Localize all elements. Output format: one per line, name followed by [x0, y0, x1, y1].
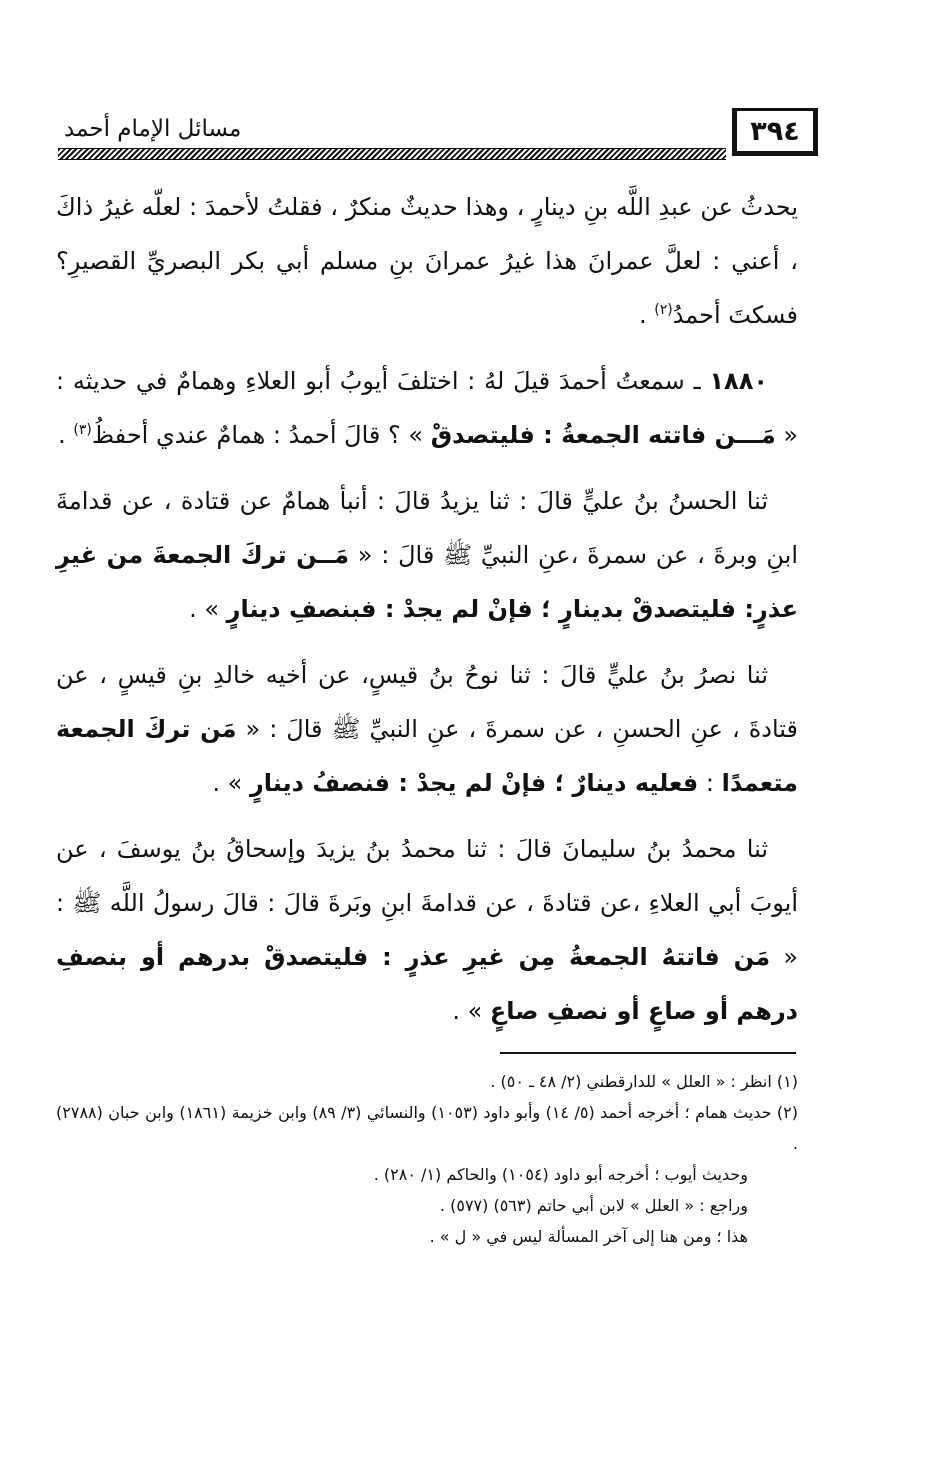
footnote-ref: (٢): [654, 302, 673, 318]
footnotes: [56, 1066, 798, 1252]
footnote-separator: [500, 1052, 796, 1054]
paragraph-text: ـ سمعتُ أحمدَ قيلَ لهُ : اختلفَ أيوبُ أبو العلاءِ وهمامٌ في حديثه : «: [56, 367, 798, 449]
paragraph: [56, 648, 798, 810]
paragraph-end: » .: [189, 595, 227, 623]
footnote: وحديث أيوب ؛ أخرجه أبو داود (١٠٥٤) والحاكم (١/ ٢٨٠) .: [373, 1165, 748, 1184]
running-title: مسائل الإمام أحمد: [64, 116, 242, 142]
paragraph-end: .: [638, 301, 655, 329]
footnote: (١) انظر : « العلل » للدارقطني (٢/ ٤٨ ـ ٥٠) .: [490, 1072, 798, 1091]
page-number: ٣٩٤: [732, 108, 818, 156]
paragraph-text: ثنا محمدُ بنُ سليمانَ قالَ : ثنا محمدُ بنُ يزيدَ وإسحاقُ بنُ يوسفَ ، عن أيوبَ أبي العلاءِ ،عن قتادةَ ، عن قدامةَ ابنِ وبَرةَ قالَ : قالَ رسولُ اللَّه ﷺ : «: [56, 835, 798, 971]
hadith-text: مَــن تركَ الجمعةَ من غيرِ عذرٍ: فليتصدقْ بدينارٍ ؛ فإنْ لم يجدْ : فبنصفِ دينارٍ: [56, 541, 798, 623]
hadith-text: مَـــن فاتته الجمعةُ : فليتصدقْ: [430, 421, 776, 449]
paragraph-text: :: [698, 769, 722, 797]
hadith-text: فعليه دينارٌ ؛ فإنْ لم يجدْ : فنصفُ دينارٍ: [249, 769, 699, 797]
issue-number: ١٨٨٠: [709, 367, 768, 395]
paragraph-text: ثنا نصرُ بنُ عليٍّ قالَ : ثنا نوحُ بنُ قيسٍ، عن أخيه خالدِ بنِ قيسٍ ، عن قتادةَ ، عنِ الحسنِ ، عن سمرةَ ، عنِ النبيِّ ﷺ قالَ : «: [56, 661, 798, 743]
paragraph-text: ثنا الحسنُ بنُ عليٍّ قالَ : ثنا يزيدُ قالَ : أنبأ همامٌ عن قتادة ، عن قدامةَ ابنِ وبرةَ ، عن سمرةَ ،عنِ النبيِّ ﷺ قالَ : «: [56, 487, 799, 569]
paragraph-end: » .: [452, 997, 490, 1025]
footnote: (٢) حديث همام ؛ أخرجه أحمد (٥/ ١٤) وأبو داود (١٠٥٣) والنسائي (٣/ ٨٩) وابن خزيمة (١٨٦١) وابن حبان (٢٧٨٨) .: [56, 1103, 799, 1153]
paragraph: [56, 474, 798, 636]
hadith-text: مَن فاتتهُ الجمعةُ مِن غيرِ عذرٍ : فليتصدقْ بدرهم أو بنصفِ درهم أو صاعٍ أو نصفِ صاعٍ: [56, 943, 798, 1025]
paragraph: [56, 822, 798, 1038]
footnote: وراجع : « العلل » لابن أبي حاتم (٥٦٣) (٥٧٧) .: [439, 1196, 748, 1215]
footnote: هذا ؛ ومن هنا إلى آخر المسألة ليس في « ل » .: [429, 1227, 748, 1246]
main-text: [56, 180, 798, 1050]
paragraph-end: .: [58, 421, 74, 449]
header-rule: [58, 148, 726, 160]
paragraph-text: » ؟ قالَ أحمدُ : همامٌ عندي أحفظُ: [91, 421, 431, 449]
page-header: [58, 102, 818, 166]
paragraph-text: يحدثُ عن عبدِ اللَّه بنِ دينارٍ ، وهذا حديثٌ منكرٌ ، فقلتُ لأحمدَ : لعلّه غيرُ ذاكَ ، أعني : لعلَّ عمرانَ هذا غيرُ عمرانَ بنِ مسلم أبي بكر البصريِّ القصيرِ؟ فسكتَ أحمدُ: [56, 193, 798, 329]
footnote-ref: (٣): [73, 422, 92, 438]
paragraph: [56, 354, 798, 462]
paragraph: [56, 180, 798, 342]
paragraph-end: » .: [212, 769, 250, 797]
hadith-text: مَن تركَ الجمعة متعمدًا: [56, 715, 798, 797]
